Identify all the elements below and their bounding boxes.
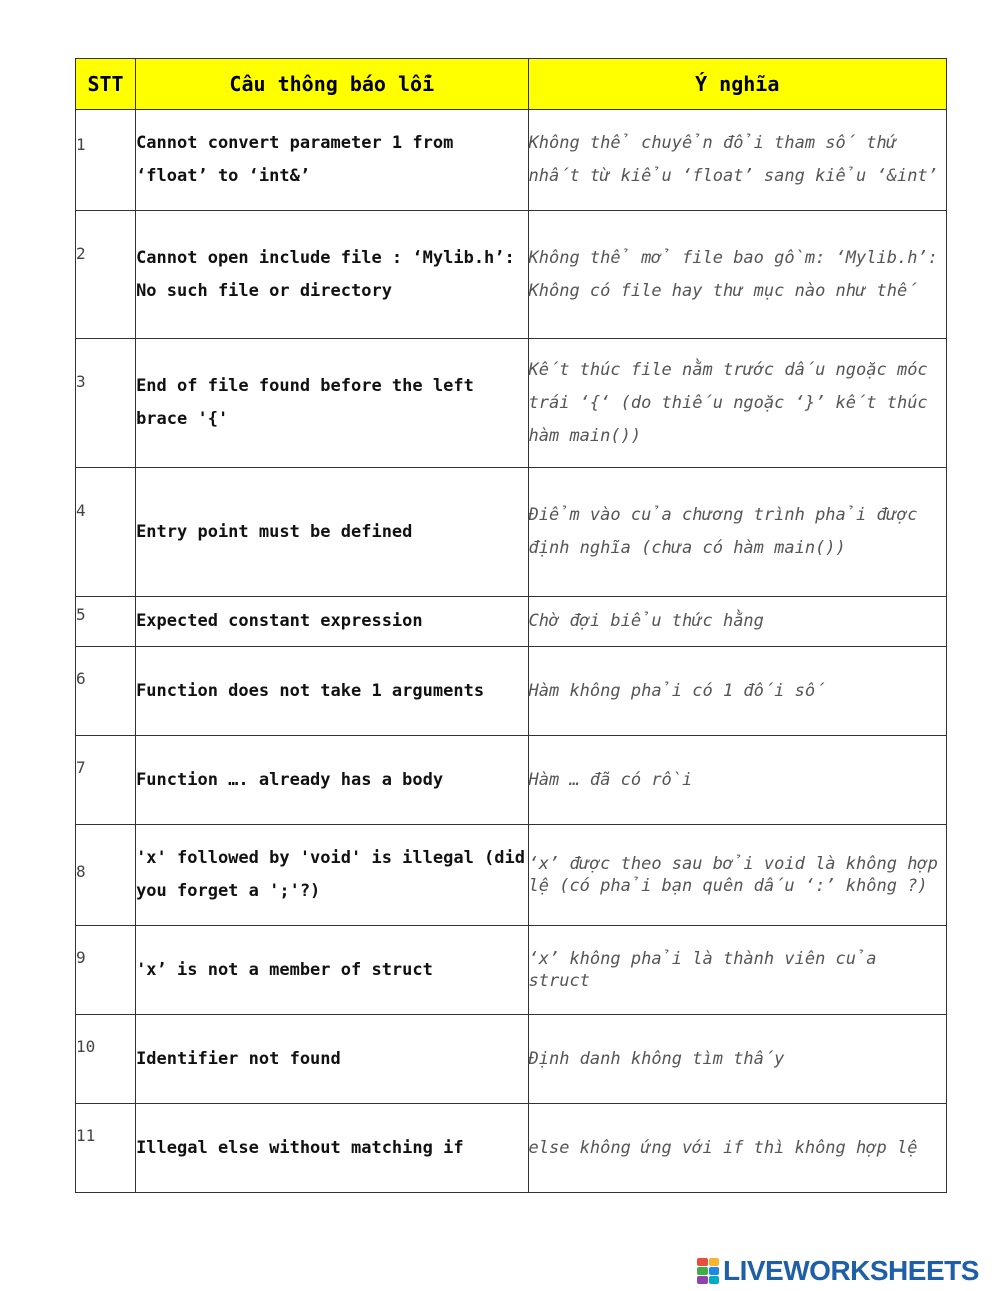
header-meaning: Ý nghĩa: [528, 59, 947, 110]
table-row: [76, 736, 947, 825]
row-number: 6: [76, 647, 136, 736]
error-messages-table: [75, 58, 947, 1193]
table-row: [76, 926, 947, 1015]
table-row: [76, 1104, 947, 1193]
error-meaning: Hàm … đã có rồi: [528, 736, 947, 825]
error-message: Function …. already has a body: [136, 736, 528, 825]
error-message: Cannot open include file : ‘Mylib.h’: No such file or directory: [136, 211, 528, 339]
table-row: [76, 110, 947, 211]
error-meaning: Không thể chuyển đổi tham số thứ nhất từ kiểu ‘float’ sang kiểu ‘&int’: [528, 110, 947, 211]
header-stt: STT: [76, 59, 136, 110]
table-row: [76, 597, 947, 647]
table-row: [76, 339, 947, 468]
row-number: 8: [76, 825, 136, 926]
table-row: [76, 211, 947, 339]
error-meaning: ‘x’ được theo sau bởi void là không hợp lệ (có phải bạn quên dấu ‘:’ không ?): [528, 825, 947, 926]
error-message: Entry point must be defined: [136, 468, 528, 597]
error-meaning: Kết thúc file nằm trước dấu ngoặc móc trái ‘{‘ (do thiếu ngoặc ‘}’ kết thúc hàm main()): [528, 339, 947, 468]
error-meaning: else không ứng với if thì không hợp lệ: [528, 1104, 947, 1193]
table-row: [76, 647, 947, 736]
row-number: 7: [76, 736, 136, 825]
error-message: Identifier not found: [136, 1015, 528, 1104]
error-meaning: Không thể mở file bao gồm: ‘Mylib.h’: Không có file hay thư mục nào như thế: [528, 211, 947, 339]
row-number: 10: [76, 1015, 136, 1104]
row-number: 2: [76, 211, 136, 339]
error-meaning: Điểm vào của chương trình phải được định nghĩa (chưa có hàm main()): [528, 468, 947, 597]
table-row: [76, 825, 947, 926]
row-number: 4: [76, 468, 136, 597]
error-message: Expected constant expression: [136, 597, 528, 647]
logo-text: LIVEWORKSHEETS: [723, 1255, 979, 1286]
row-number: 3: [76, 339, 136, 468]
row-number: 1: [76, 110, 136, 211]
error-meaning: Chờ đợi biểu thức hằng: [528, 597, 947, 647]
row-number: 9: [76, 926, 136, 1015]
liveworksheets-logo[interactable]: [697, 1256, 979, 1286]
error-message: End of file found before the left brace '{': [136, 339, 528, 468]
error-message: Function does not take 1 arguments: [136, 647, 528, 736]
header-error-message: Câu thông báo lỗi: [136, 59, 528, 110]
row-number: 5: [76, 597, 136, 647]
table-row: [76, 468, 947, 597]
error-meaning: ‘x’ không phải là thành viên của struct: [528, 926, 947, 1015]
liveworksheets-logo-icon: [697, 1258, 719, 1284]
error-message: Illegal else without matching if: [136, 1104, 528, 1193]
error-message: Cannot convert parameter 1 from ‘float’ to ‘int&’: [136, 110, 528, 211]
row-number: 11: [76, 1104, 136, 1193]
error-meaning: Hàm không phải có 1 đối số: [528, 647, 947, 736]
error-message: 'x’ is not a member of struct: [136, 926, 528, 1015]
table-header-row: [76, 59, 947, 110]
table-row: [76, 1015, 947, 1104]
error-meaning: Định danh không tìm thấy: [528, 1015, 947, 1104]
error-message: 'x' followed by 'void' is illegal (did you forget a ';'?): [136, 825, 528, 926]
